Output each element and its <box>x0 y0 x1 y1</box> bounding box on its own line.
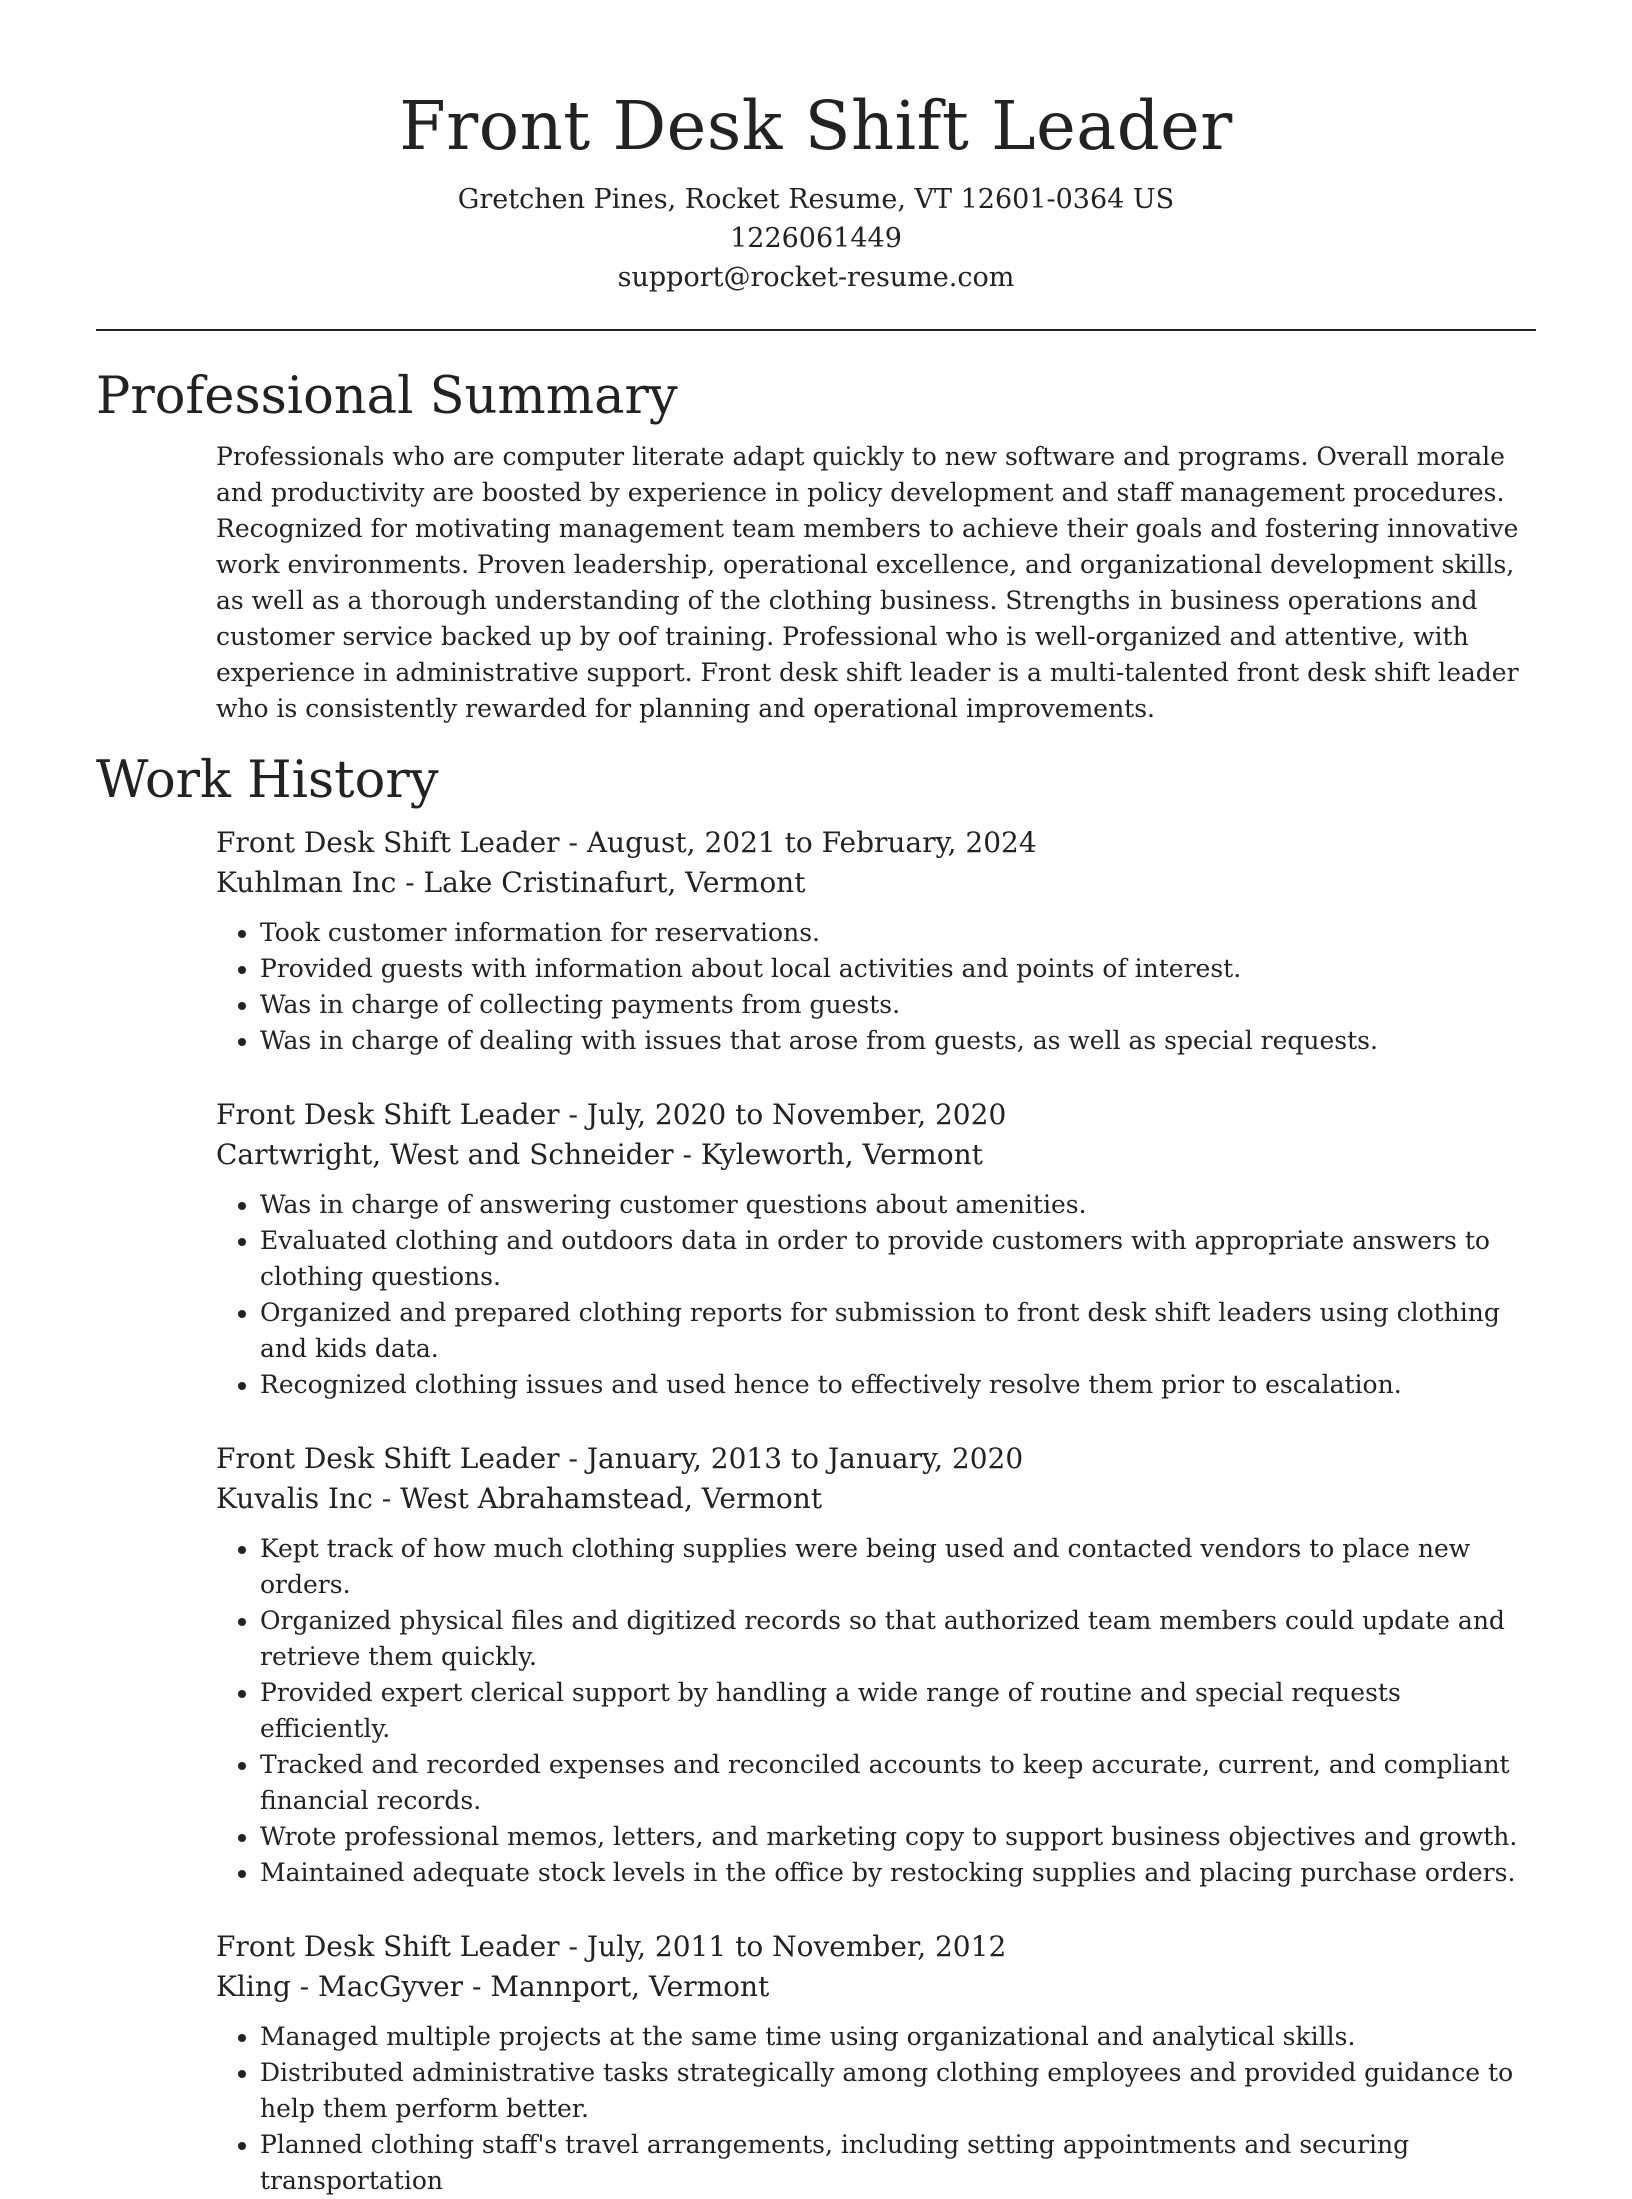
separator: - <box>463 1970 491 2003</box>
job-dates: January, 2013 to January, 2020 <box>586 1442 1024 1475</box>
job-duties-list <box>216 2019 1536 2199</box>
job-company: Kling - MacGyver <box>216 1970 464 2003</box>
duty-bullet: • Wrote professional memos, letters, and marketing copy to support business objectives and growth. <box>260 1819 1536 1855</box>
job-location: Mannport, Vermont <box>490 1970 770 2003</box>
summary-section <box>216 439 1536 727</box>
job-dates: July, 2020 to November, 2020 <box>586 1098 1007 1131</box>
duty-bullet: • Was in charge of collecting payments from guests. <box>260 987 1536 1023</box>
duty-bullet: • Provided expert clerical support by handling a wide range of routine and special requests efficiently. <box>260 1675 1536 1747</box>
duty-bullet: • Managed multiple projects at the same time using organizational and analytical skills. <box>260 2019 1536 2055</box>
duty-bullet: • Organized physical files and digitized records so that authorized team members could update and retrieve them quickly. <box>260 1603 1536 1675</box>
resume-page <box>96 0 1536 2199</box>
job-duties-list <box>216 1531 1536 1891</box>
contact-info <box>96 180 1536 297</box>
separator: - <box>559 826 587 859</box>
duty-bullet: • Kept track of how much clothing supplies were being used and contacted vendors to place new orders. <box>260 1531 1536 1603</box>
header-divider <box>96 329 1536 331</box>
job-entry <box>216 823 1536 1059</box>
job-entry <box>216 1439 1536 1891</box>
job-title: Front Desk Shift Leader <box>216 1930 560 1963</box>
job-title: Front Desk Shift Leader <box>216 1098 560 1131</box>
job-title: Front Desk Shift Leader <box>216 826 560 859</box>
duty-bullet: • Was in charge of answering customer questions about amenities. <box>260 1187 1536 1223</box>
duty-bullet: • Recognized clothing issues and used hence to effectively resolve them prior to escalation. <box>260 1367 1536 1403</box>
separator: - <box>673 1138 701 1171</box>
duty-bullet: • Planned clothing staff's travel arrangements, including setting appointments and securing transportation <box>260 2127 1536 2199</box>
job-company-line <box>216 1479 1536 1519</box>
job-company-line <box>216 863 1536 903</box>
job-title: Front Desk Shift Leader <box>216 1442 560 1475</box>
summary-heading: Professional Summary <box>96 367 678 426</box>
job-title-line <box>216 1095 1536 1135</box>
job-company: Kuhlman Inc <box>216 866 397 899</box>
job-title-line <box>216 823 1536 863</box>
job-entry <box>216 1095 1536 1403</box>
job-company-line <box>216 1967 1536 2007</box>
contact-phone: 1226061449 <box>730 223 902 254</box>
summary-paragraph: Professionals who are computer literate adapt quickly to new software and programs. Overall morale and productivity are boosted by experience in policy development and staff management procedures. Recognized for motivating management team members to achieve their goals and fostering innovative work environments. Proven leadership, operational excellence, and organizational development skills, as well as a thorough understanding of the clothing business. Strengths in business operations and customer service backed up by oof training. Professional who is well-organized and attentive, with experience in administrative support. Front desk shift leader is a multi-talented front desk shift leader who is consistently rewarded for planning and operational improvements. <box>216 442 1519 723</box>
job-title-line <box>216 1439 1536 1479</box>
job-duties-list <box>216 1187 1536 1403</box>
separator: - <box>559 1098 587 1131</box>
job-title-line <box>216 1927 1536 1967</box>
duty-bullet: • Provided guests with information about local activities and points of interest. <box>260 951 1536 987</box>
separator: - <box>559 1442 587 1475</box>
job-company-line <box>216 1135 1536 1175</box>
duty-bullet: • Distributed administrative tasks strategically among clothing employees and provided guidance to help them perform better. <box>260 2055 1536 2127</box>
job-location: Kyleworth, Vermont <box>700 1138 983 1171</box>
work-history-section <box>216 823 1536 2199</box>
resume-header <box>96 0 1536 297</box>
duty-bullet: • Maintained adequate stock levels in the office by restocking supplies and placing purchase orders. <box>260 1855 1536 1891</box>
candidate-name: Front Desk Shift Leader <box>399 87 1233 165</box>
contact-address: Gretchen Pines, Rocket Resume, VT 12601-0364 US <box>457 184 1175 215</box>
job-dates: August, 2021 to February, 2024 <box>586 826 1037 859</box>
duty-bullet: • Was in charge of dealing with issues that arose from guests, as well as special requests. <box>260 1023 1536 1059</box>
separator: - <box>396 866 424 899</box>
job-dates: July, 2011 to November, 2012 <box>586 1930 1007 1963</box>
separator: - <box>559 1930 587 1963</box>
separator: - <box>372 1482 401 1515</box>
job-duties-list <box>216 915 1536 1059</box>
job-company: Kuvalis Inc <box>216 1482 373 1515</box>
duty-bullet: • Tracked and recorded expenses and reconciled accounts to keep accurate, current, and compliant financial records. <box>260 1747 1536 1819</box>
job-entry <box>216 1927 1536 2199</box>
contact-email: support@rocket-resume.com <box>617 262 1015 293</box>
duty-bullet: • Evaluated clothing and outdoors data in order to provide customers with appropriate answers to clothing questions. <box>260 1223 1536 1295</box>
duty-bullet: • Organized and prepared clothing reports for submission to front desk shift leaders using clothing and kids data. <box>260 1295 1536 1367</box>
work-history-heading: Work History <box>96 751 439 810</box>
duty-bullet: • Took customer information for reservations. <box>260 915 1536 951</box>
job-location: West Abrahamstead, Vermont <box>400 1482 823 1515</box>
job-company: Cartwright, West and Schneider <box>216 1138 674 1171</box>
job-location: Lake Cristinafurt, Vermont <box>423 866 806 899</box>
